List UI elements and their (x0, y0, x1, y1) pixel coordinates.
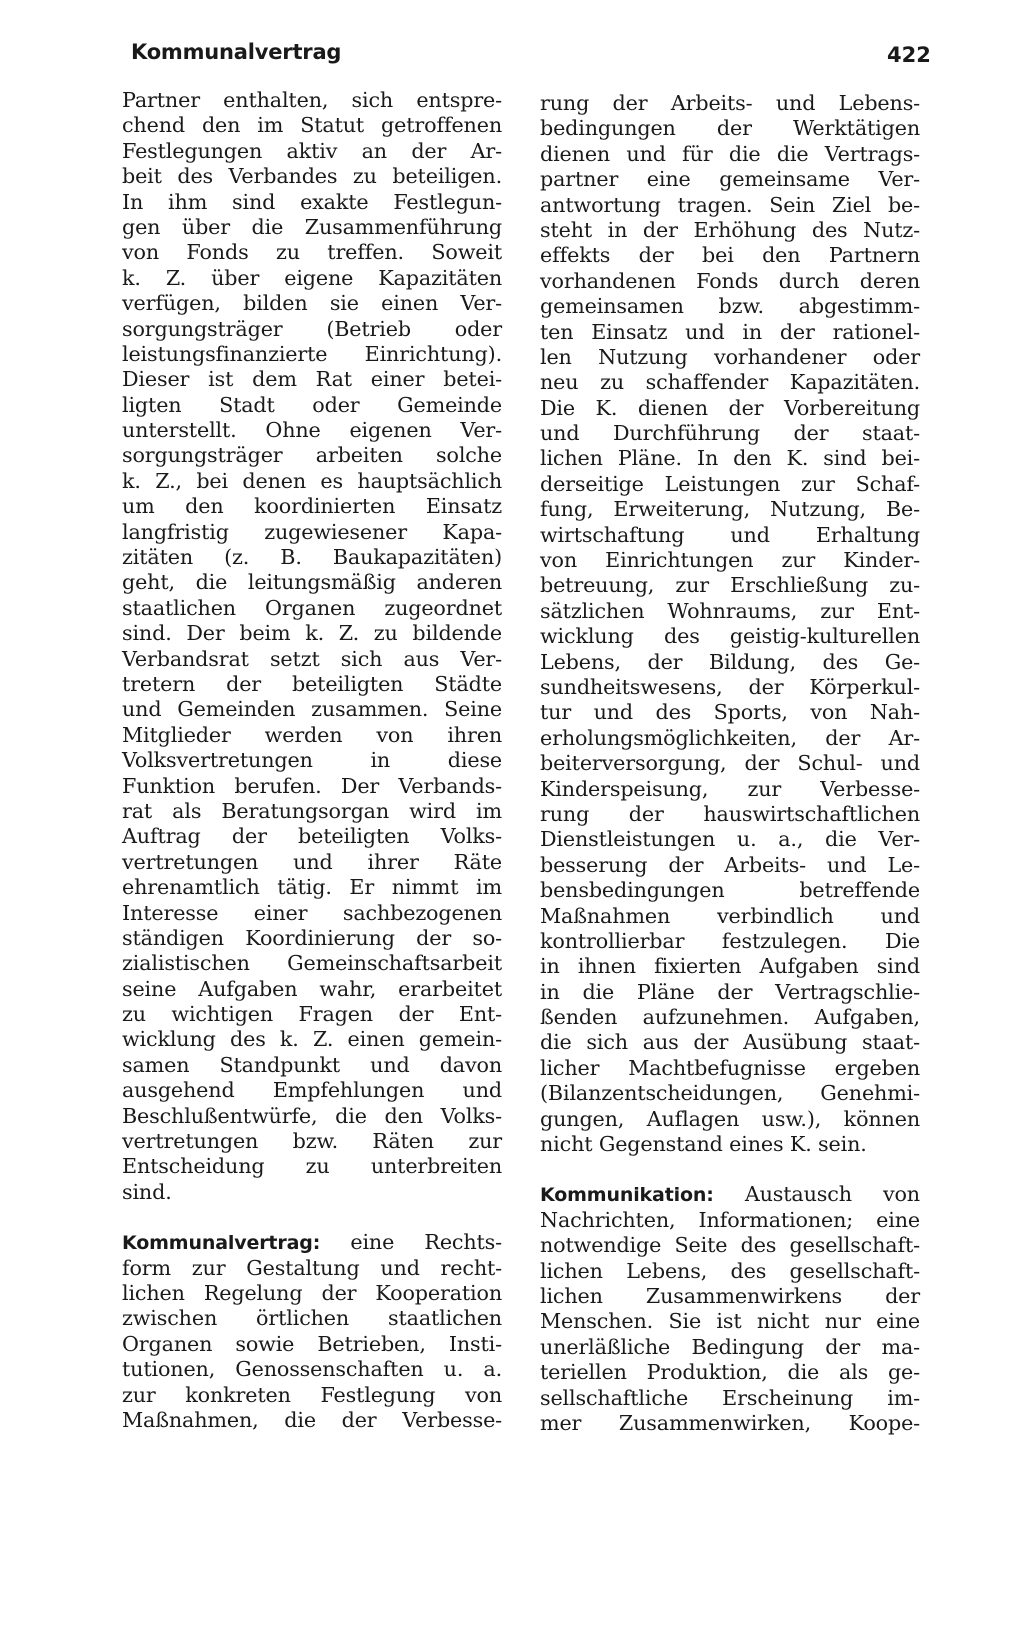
text-line: vertretungen und ihrer Räte (122, 849, 502, 874)
text-line: sätzlichen Wohnraums, zur Ent- (540, 598, 920, 623)
text-line: k. Z. über eigene Kapazitäten (122, 265, 502, 290)
text-line: Beschlußentwürfe, die den Volks- (122, 1103, 502, 1128)
text-line: mer Zusammenwirken, Koope- (540, 1410, 920, 1435)
text-line: bedingungen der Werktätigen (540, 116, 920, 141)
text-line: Dieser ist dem Rat einer betei- (122, 367, 502, 392)
text-line: Entscheidung zu unterbreiten (122, 1154, 502, 1179)
text-line: vertretungen bzw. Räten zur (122, 1129, 502, 1154)
text-line: bensbedingungen betreffende (540, 878, 920, 903)
text-line: wirtschaftung und Erhaltung (540, 522, 920, 547)
entry-headword: Kommunalvertrag: (122, 1232, 321, 1255)
text-line: und Gemeinden zusammen. Seine (122, 697, 502, 722)
text-line: Verbandsrat setzt sich aus Ver- (122, 646, 502, 671)
text-line: In ihm sind exakte Festlegun- (122, 189, 502, 214)
text-line: Partner enthalten, sich entspre- (122, 88, 502, 112)
running-head: Kommunalvertrag (131, 40, 342, 64)
text-line: tretern der beteiligten Städte (122, 671, 502, 696)
text-line: dienen und für die die Vertrags- (540, 141, 920, 166)
text-line: beit des Verbandes zu beteiligen. (122, 164, 502, 189)
text-line: Festlegungen aktiv an der Ar- (122, 138, 502, 163)
text-line: Interesse einer sachbezogenen (122, 900, 502, 925)
text-line: k. Z., bei denen es hauptsächlich (122, 468, 502, 493)
right-continuation (540, 91, 920, 1157)
text-line: leistungsfinanzierte Einrichtung). (122, 341, 502, 366)
text-line: von Fonds zu treffen. Soweit (122, 240, 502, 265)
text-line: Lebens, der Bildung, des Ge- (540, 649, 920, 674)
text-line: betreuung, zur Erschließung zu- (540, 573, 920, 598)
entry-first-line (122, 1230, 502, 1255)
text-line: rung der Arbeits- und Lebens- (540, 91, 920, 115)
text-line: effekts der bei den Partnern (540, 243, 920, 268)
text-line: fung, Erweiterung, Nutzung, Be- (540, 497, 920, 522)
text-line: ten Einsatz und in der rationel- (540, 319, 920, 344)
left-column (122, 88, 502, 1433)
entry-first-line-text: Austausch von (744, 1182, 920, 1207)
text-line: len Nutzung vorhandener oder (540, 344, 920, 369)
text-line: seine Aufgaben wahr, erarbeitet (122, 976, 502, 1001)
text-line: steht in der Erhöhung des Nutz- (540, 217, 920, 242)
text-line: Menschen. Sie ist nicht nur eine (540, 1309, 920, 1334)
text-line: vorhandenen Fonds durch deren (540, 268, 920, 293)
text-line: gen über die Zusammenführung (122, 214, 502, 239)
text-line: in ihnen fixierten Aufgaben sind (540, 954, 920, 979)
text-line: zu wichtigen Fragen der Ent- (122, 1002, 502, 1027)
text-line: Maßnahmen verbindlich und (540, 903, 920, 928)
text-line: tur und des Sports, von Nah- (540, 700, 920, 725)
text-line: langfristig zugewiesener Kapa- (122, 519, 502, 544)
text-line: Nachrichten, Informationen; eine (540, 1207, 920, 1232)
text-line: unerläßliche Bedingung der ma- (540, 1334, 920, 1359)
text-line: samen Standpunkt und davon (122, 1052, 502, 1077)
text-line: wicklung des geistig-kulturellen (540, 624, 920, 649)
entry-first-line (540, 1182, 920, 1207)
text-line: von Einrichtungen zur Kinder- (540, 548, 920, 573)
text-line: nicht Gegenstand eines K. sein. (540, 1132, 867, 1157)
text-line: verfügen, bilden sie einen Ver- (122, 291, 502, 316)
text-line: zitäten (z. B. Baukapazitäten) (122, 545, 502, 570)
text-line: zur konkreten Festlegung von (122, 1382, 502, 1407)
text-line: notwendige Seite des gesellschaft- (540, 1233, 920, 1258)
text-line: sundheitswesens, der Körperkul- (540, 674, 920, 699)
text-line: neu zu schaffender Kapazitäten. (540, 370, 920, 395)
text-line: wicklung des k. Z. einen gemein- (122, 1027, 502, 1052)
page-number: 422 (887, 43, 931, 67)
text-line: besserung der Arbeits- und Le- (540, 852, 920, 877)
text-line: ßenden aufzunehmen. Aufgaben, (540, 1005, 920, 1030)
text-line: staatlichen Organen zugeordnet (122, 595, 502, 620)
text-line: die sich aus der Ausübung staat- (540, 1030, 920, 1055)
left-continuation (122, 88, 502, 1205)
text-line: lichen Regelung der Kooperation (122, 1280, 502, 1305)
right-column (540, 91, 920, 1436)
text-line: derseitige Leistungen zur Schaf- (540, 471, 920, 496)
text-line: Dienstleistungen u. a., die Ver- (540, 827, 920, 852)
text-line: tutionen, Genossenschaften u. a. (122, 1357, 502, 1382)
text-line: ligten Stadt oder Gemeinde (122, 392, 502, 417)
text-line: kontrollierbar festzulegen. Die (540, 928, 920, 953)
text-line: Die K. dienen der Vorbereitung (540, 395, 920, 420)
text-line: sind. (122, 1179, 172, 1204)
text-line: chend den im Statut getroffenen (122, 113, 502, 138)
text-line: unterstellt. Ohne eigenen Ver- (122, 418, 502, 443)
text-line: gungen, Auflagen usw.), können (540, 1106, 920, 1131)
text-line: zwischen örtlichen staatlichen (122, 1306, 502, 1331)
text-line: ehrenamtlich tätig. Er nimmt im (122, 875, 502, 900)
entry-headword: Kommunikation: (540, 1184, 714, 1207)
text-line: sorgungsträger arbeiten solche (122, 443, 502, 468)
text-line: in die Pläne der Vertragschlie- (540, 979, 920, 1004)
text-line: geht, die leitungsmäßig anderen (122, 570, 502, 595)
text-line: sind. Der beim k. Z. zu bildende (122, 621, 502, 646)
text-line: Volksvertretungen in diese (122, 748, 502, 773)
text-line: teriellen Produktion, die als ge- (540, 1360, 920, 1385)
text-line: sellschaftliche Erscheinung im- (540, 1385, 920, 1410)
text-line: ständigen Koordinierung der so- (122, 925, 502, 950)
text-line: licher Machtbefugnisse ergeben (540, 1055, 920, 1080)
text-line: antwortung tragen. Sein Ziel be- (540, 192, 920, 217)
text-line: um den koordinierten Einsatz (122, 494, 502, 519)
text-line: lichen Pläne. In den K. sind bei- (540, 446, 920, 471)
entry-body (540, 1208, 920, 1437)
entry-kommunikation (540, 1182, 920, 1436)
text-line: sorgungsträger (Betrieb oder (122, 316, 502, 341)
text-line: Kinderspeisung, zur Verbesse- (540, 776, 920, 801)
entry-body (122, 1256, 502, 1434)
text-line: erholungsmöglichkeiten, der Ar- (540, 725, 920, 750)
text-line: gemeinsamen bzw. abgestimm- (540, 294, 920, 319)
text-line: Auftrag der beteiligten Volks- (122, 824, 502, 849)
text-line: rung der hauswirtschaftlichen (540, 801, 920, 826)
text-line: lichen Lebens, des gesellschaft- (540, 1258, 920, 1283)
entry-kommunalvertrag (122, 1230, 502, 1433)
text-line: beiterversorgung, der Schul- und (540, 751, 920, 776)
text-line: Maßnahmen, die der Verbesse- (122, 1407, 502, 1432)
text-line: (Bilanzentscheidungen, Genehmi- (540, 1081, 920, 1106)
text-line: ausgehend Empfehlungen und (122, 1078, 502, 1103)
text-line: und Durchführung der staat- (540, 421, 920, 446)
text-line: lichen Zusammenwirkens der (540, 1283, 920, 1308)
text-line: Organen sowie Betrieben, Insti- (122, 1331, 502, 1356)
text-line: Funktion berufen. Der Verbands- (122, 773, 502, 798)
text-line: zialistischen Gemeinschaftsarbeit (122, 951, 502, 976)
entry-first-line-text: eine Rechts- (350, 1230, 502, 1255)
text-line: partner eine gemeinsame Ver- (540, 167, 920, 192)
text-line: Mitglieder werden von ihren (122, 722, 502, 747)
text-line: rat als Beratungsorgan wird im (122, 798, 502, 823)
text-line: form zur Gestaltung und recht- (122, 1255, 502, 1280)
